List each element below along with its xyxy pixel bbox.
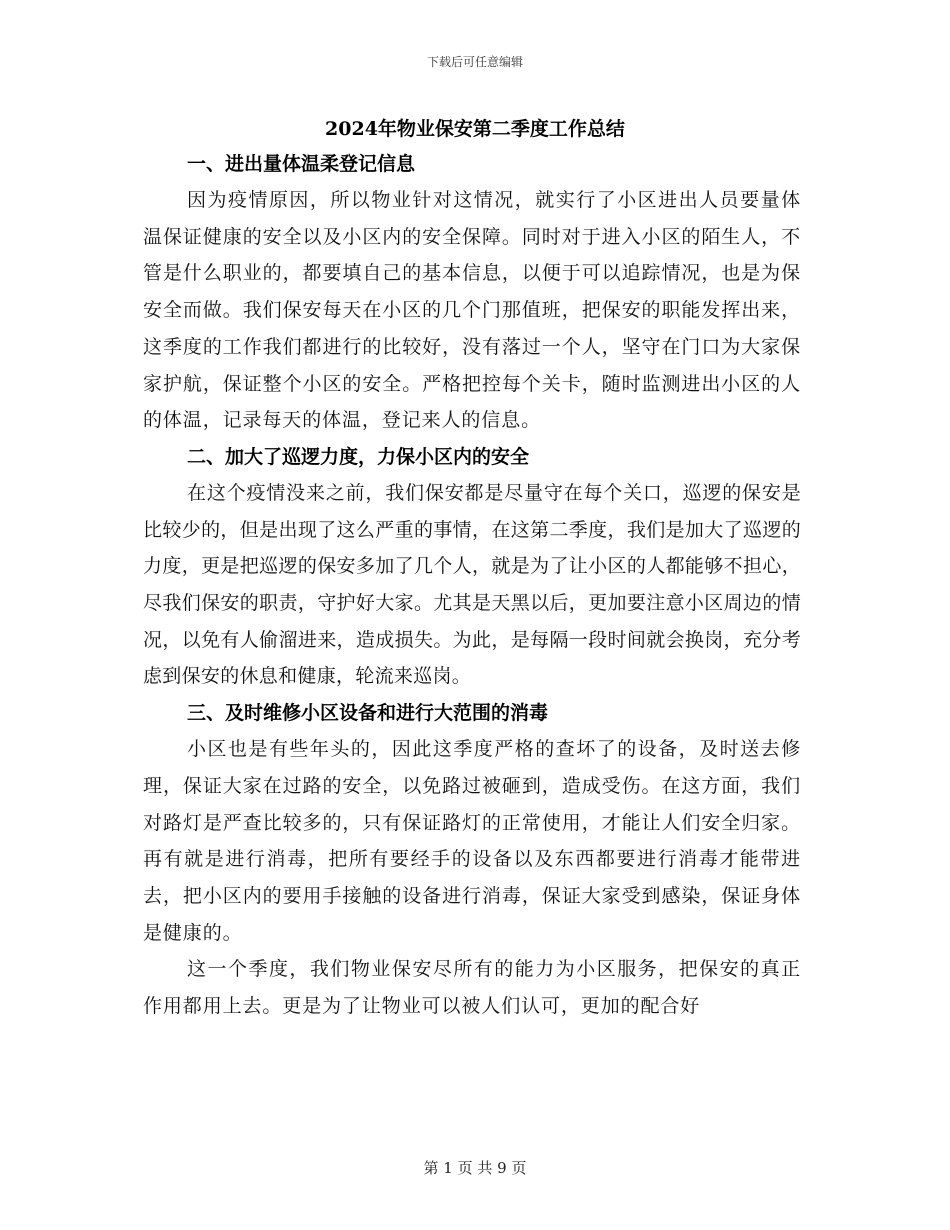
closing-paragraph: 这一个季度，我们物业保安尽所有的能力为小区服务，把保安的真正作用都用上去。更是为了让物业可以被人们认可，更加的配合好	[143, 958, 801, 1018]
section-paragraph-1: 因为疫情原因，所以物业针对这情况，就实行了小区进出人员要量体温保证健康的安全以及小区内的安全保障。同时对于进入小区的陌生人，不管是什么职业的，都要填自己的基本信息，以便于可以追踪情况，也是为保安全而做。我们保安每天在小区的几个门那值班，把保安的职能发挥出来，这季度的工作我们都进行的比较好，没有落过一个人，坚守在门口为大家保家护航，保证整个小区的安全。严格把控每个关卡，随时监测进出小区的人的体温，记录每天的体温，登记来人的信息。	[143, 189, 801, 432]
section-paragraph-2: 在这个疫情没来之前，我们保安都是尽量守在每个关口，巡逻的保安是比较少的，但是出现了这么严重的事情，在这第二季度，我们是加大了巡逻的力度，更是把巡逻的保安多加了几个人，就是为了让小区的人都能够不担心，尽我们保安的职责，守护好大家。尤其是天黑以后，更加要注意小区周边的情况，以免有人偷溜进来，造成损失。为此，是每隔一段时间就会换岗，充分考虑到保安的休息和健康，轮流来巡岗。	[143, 481, 801, 688]
document-title: 2024年物业保安第二季度工作总结	[325, 118, 625, 140]
page-footer: 第 1 页 共 9 页	[423, 1159, 527, 1177]
section-heading-1: 一、进出量体温柔登记信息	[187, 153, 416, 175]
section-paragraph-3: 小区也是有些年头的，因此这季度严格的查坏了的设备，及时送去修理，保证大家在过路的安全，以免路过被砸到，造成受伤。在这方面，我们对路灯是严查比较多的，只有保证路灯的正常使用，才能让人们安全归家。再有就是进行消毒，把所有要经手的设备以及东西都要进行消毒才能带进去，把小区内的要用手接触的设备进行消毒，保证大家受到感染，保证身体是健康的。	[143, 738, 801, 944]
section-heading-3: 三、及时维修小区设备和进行大范围的消毒	[187, 702, 549, 725]
header-note: 下载后可任意编辑	[426, 55, 523, 69]
section-heading-2: 二、加大了巡逻力度，力保小区内的安全	[187, 445, 530, 468]
document-body	[143, 146, 801, 1025]
